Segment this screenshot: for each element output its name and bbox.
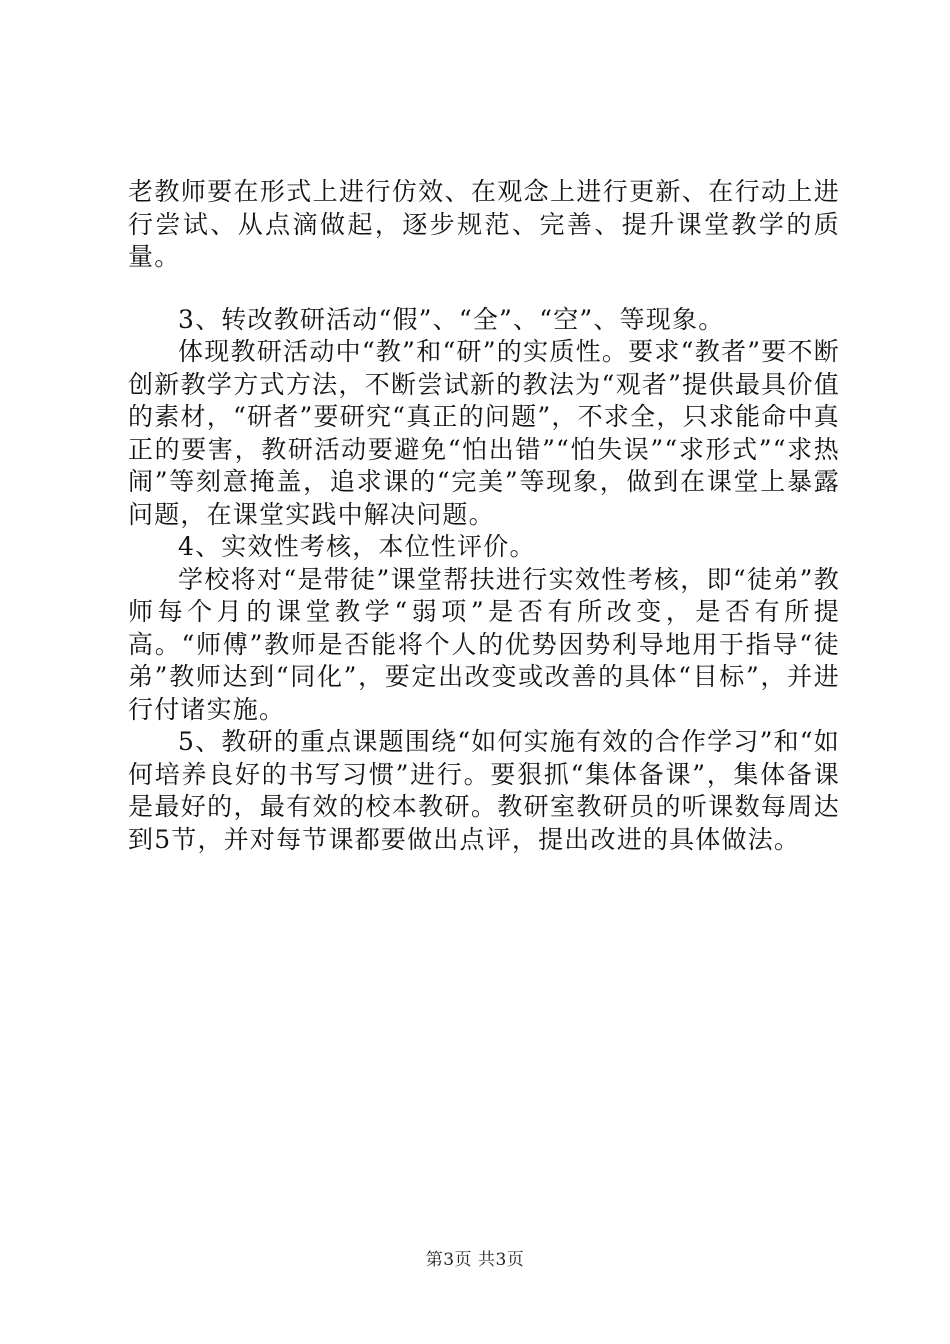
paragraph-item-3-body: 体现教研活动中“教”和“研”的实质性。要求“教者”要不断创新教学方式方法，不断尝试新的教法为“观者”提供最具价值的素材，“研者”要研究“真正的问题”，不求全，只求能命中真正的要害，教研活动要避免“怕出错”“怕失误”“求形式”“求热闹”等刻意掩盖，追求课的“完美”等现象，做到在课堂上暴露问题，在课堂实践中解决问题。 [128,337,840,529]
heading-item-3: 3、转改教研活动“假”、“全”、“空”、等现象。 [178,304,725,334]
heading-item-4: 4、实效性考核，本位性评价。 [178,532,536,561]
page-number-footer: 第3页 共3页 [425,1250,525,1270]
paragraph-item-4-body: 学校将对“是带徒”课堂帮扶进行实效性考核，即“徒弟”教师每个月的课堂教学“弱项”是否有所改变，是否有所提高。“师傅”教师是否能将个人的优势因势利导地用于指导“徒弟”教师达到“同化”，要定出改变或改善的具体“目标”，并进行付诸实施。 [128,564,840,724]
paragraph-continuation: 老教师要在形式上进行仿效、在观念上进行更新、在行动上进行尝试、从点滴做起，逐步规范、完善、提升课堂教学的质量。 [128,177,840,271]
document-body [128,176,840,856]
paragraph-item-5: 5、教研的重点课题围绕“如何实施有效的合作学习”和“如何培养良好的书写习惯”进行。要狠抓“集体备课”，集体备课是最好的，最有效的校本教研。教研室教研员的听课数每周达到5节，并对每节课都要做出点评，提出改进的具体做法。 [128,727,840,854]
